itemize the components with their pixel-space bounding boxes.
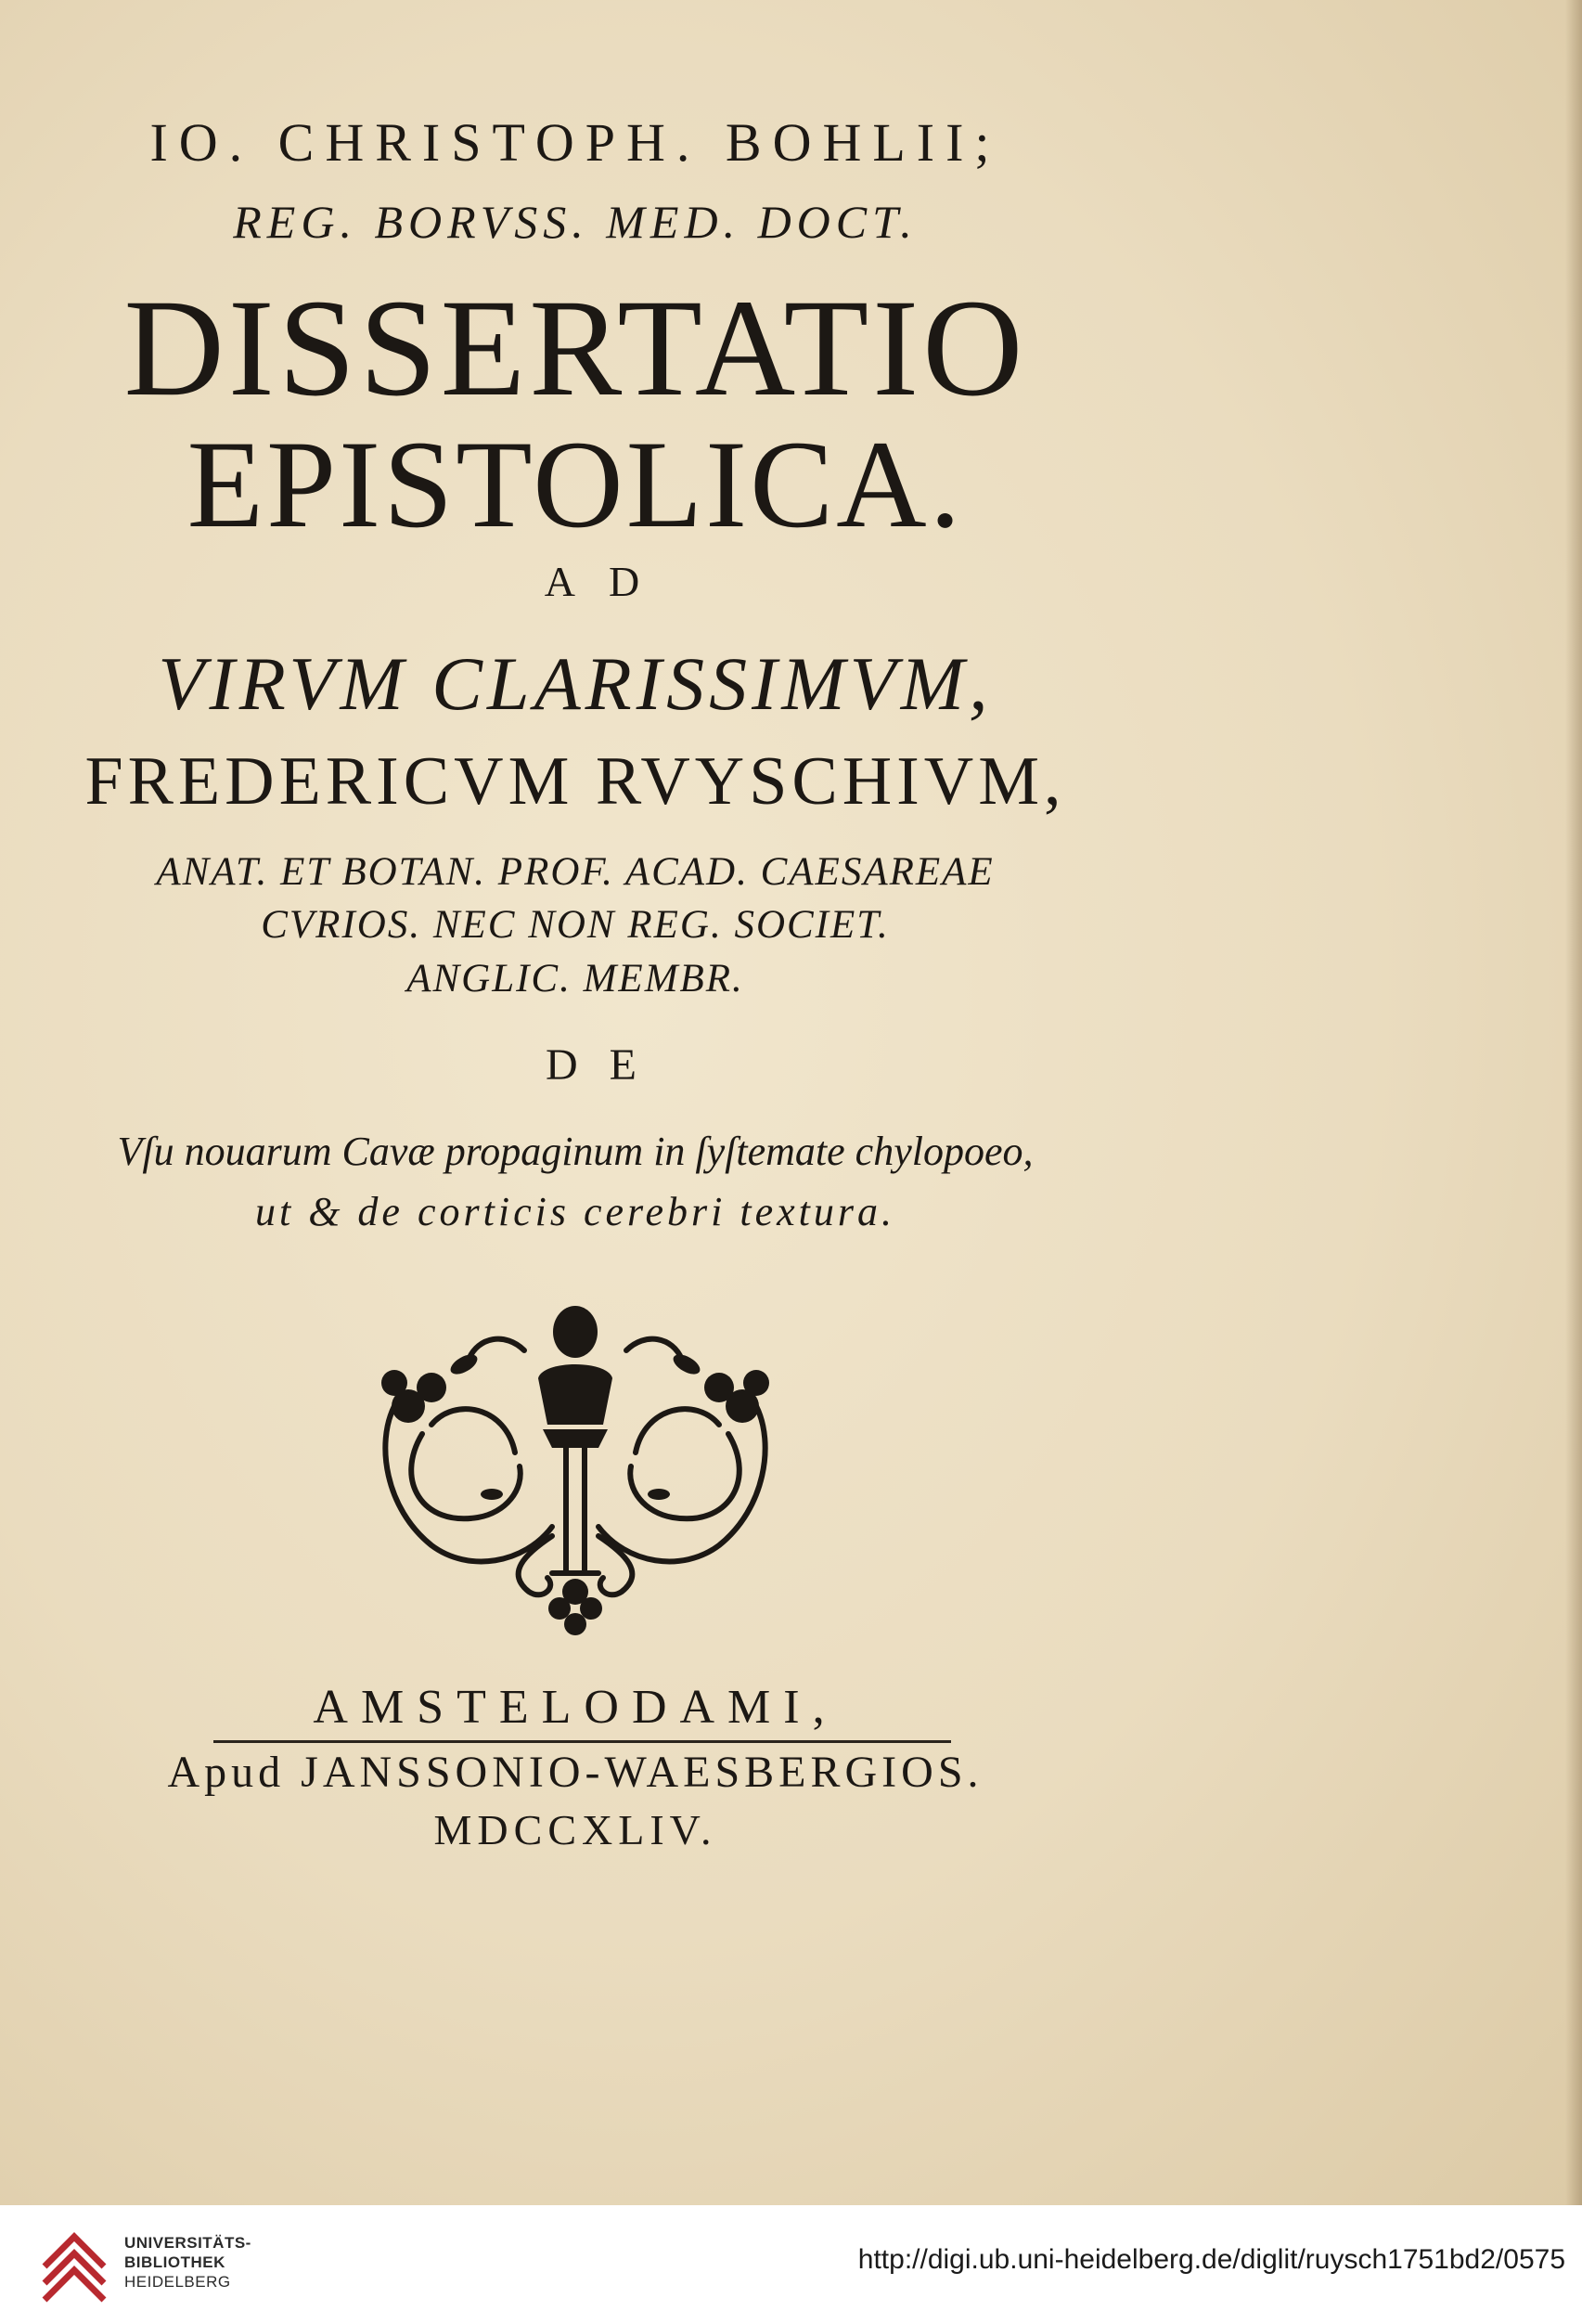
imprint-place: AMSTELODAMI, xyxy=(313,1681,838,1734)
credentials-line-1: ANAT. ET BOTAN. PROF. ACAD. CAESAREAE xyxy=(156,850,995,894)
ad-preposition: AD xyxy=(544,558,674,605)
library-name-line-2: BIBLIOTHEK xyxy=(124,2253,225,2271)
addressee-line-1: VIRVM CLARISSIMVM, xyxy=(158,641,993,726)
source-url-link[interactable]: http://digi.ub.uni-heidelberg.de/diglit/ruysch1751bd2/0575 xyxy=(857,2244,1565,2275)
imprint-publisher: Apud JANSSONIO-WAESBERGIOS. xyxy=(167,1748,984,1797)
subject-line-1: Vſu nouarum Cavæ propaginum in ſyſtemate chylopoeo, xyxy=(117,1129,1034,1174)
library-name-line-3: HEIDELBERG xyxy=(124,2273,231,2291)
library-name-line-1: UNIVERSITÄTS- xyxy=(124,2234,251,2252)
digitization-footer xyxy=(0,2205,1582,2324)
addressee-line-2: FREDERICVM RVYSCHIVM, xyxy=(84,743,1066,820)
library-logo-icon xyxy=(37,2226,111,2304)
author-line: IO. CHRISTOPH. BOHLII; xyxy=(149,112,1001,173)
imprint-rule xyxy=(213,1740,951,1743)
de-preposition: DE xyxy=(546,1040,668,1090)
imprint-date: MDCCXLIV. xyxy=(433,1806,717,1853)
credentials-line-3: ANGLIC. MEMBR. xyxy=(406,957,744,1001)
printers-ornament-icon xyxy=(367,1295,784,1638)
library-name xyxy=(124,2233,251,2292)
title-line-2: EPISTOLICA. xyxy=(186,416,964,554)
subject-line-2: ut & de corticis cerebri textura. xyxy=(254,1189,895,1234)
author-degree: REG. BORVSS. MED. DOCT. xyxy=(233,196,918,248)
credentials-line-2: CVRIOS. NEC NON REG. SOCIET. xyxy=(261,903,890,947)
title-line-1: DISSERTATIO xyxy=(123,271,1027,425)
